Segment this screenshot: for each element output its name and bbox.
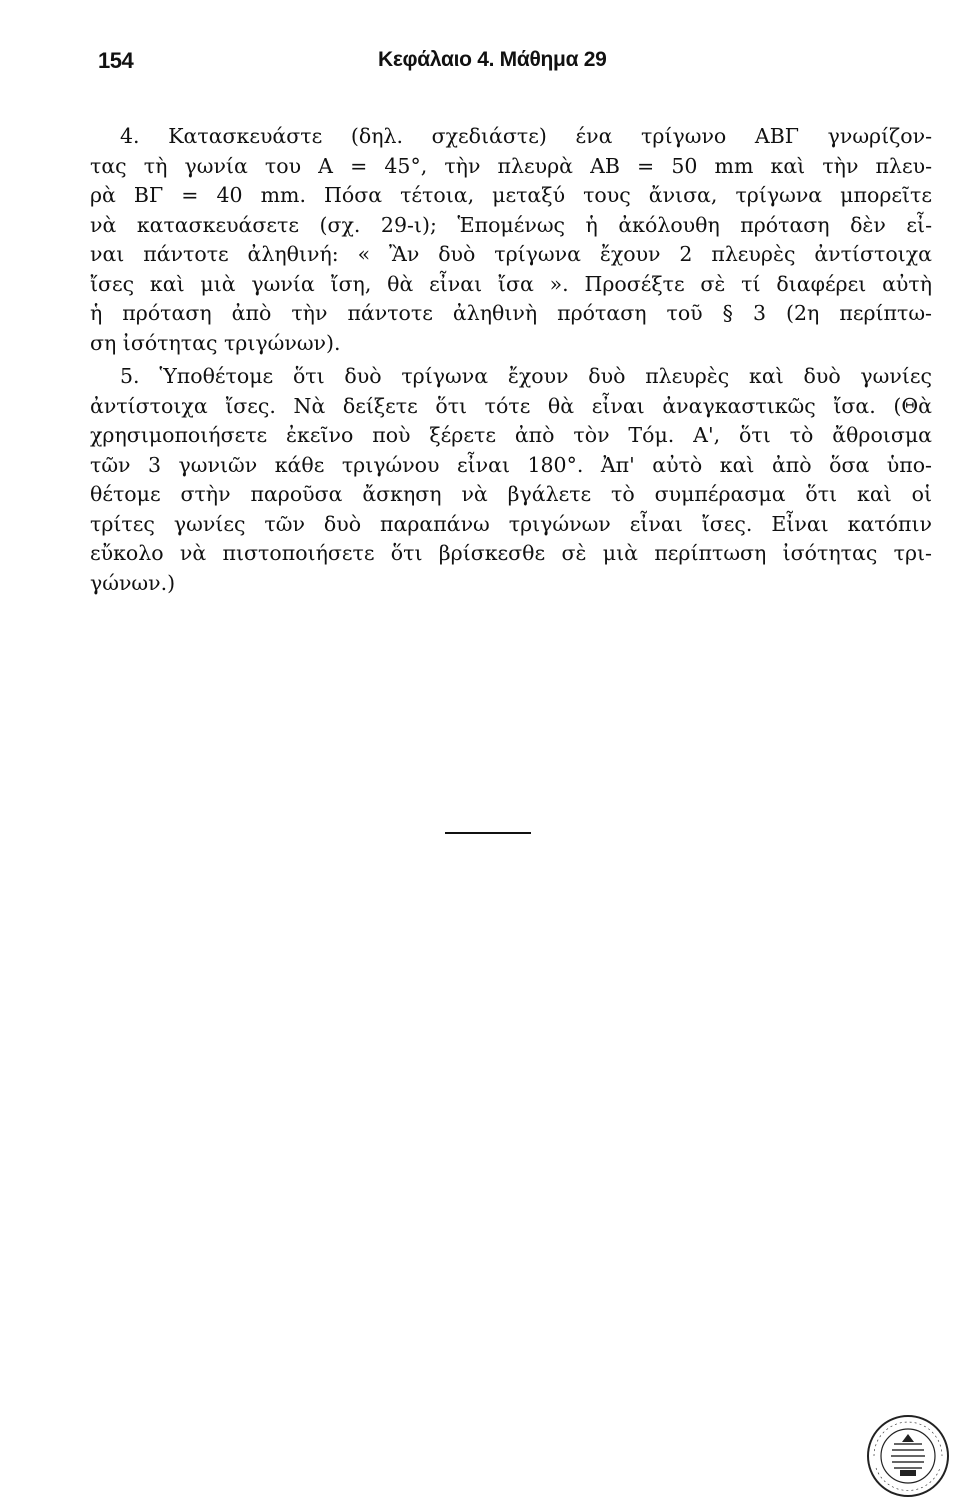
exercise-5 bbox=[90, 362, 932, 598]
text-line: ἀντίστοιχα ἴσες. Νὰ δείξετε ὅτι τότε θὰ εἶναι ἀναγκαστικῶς ἴσα. (Θὰ bbox=[90, 393, 932, 418]
text-line: θέτομε στὴν παροῦσα ἄσκηση νὰ βγάλετε τὸ συμπέρασμα ὅτι καὶ οἱ bbox=[90, 482, 932, 506]
text-line: τῶν 3 γωνιῶν κάθε τριγώνου εἶναι 180°. Ἀπ' αὐτὸ καὶ ἀπὸ ὅσα ὑπο- bbox=[90, 452, 932, 477]
text-line: ἴσες καὶ μιὰ γωνία ἴση, θὰ εἶναι ἴσα ». Προσέξτε σὲ τί διαφέρει αὐτὴ bbox=[90, 271, 932, 296]
text-line: νὰ κατασκευάσετε (σχ. 29-ι); Ἑπομένως ἡ ἀκόλουθη πρόταση δὲν εἶ- bbox=[90, 212, 932, 237]
body-text bbox=[90, 122, 932, 598]
exercise-4 bbox=[90, 122, 932, 358]
text-line: εὔκολο νὰ πιστοποιήσετε ὅτι βρίσκεσθε σὲ μιὰ περίπτωση ἰσότητας τρι- bbox=[90, 541, 932, 565]
text-line: ση ἰσότητας τριγώνων). bbox=[90, 330, 341, 355]
text-line: 4. Κατασκευάστε (δηλ. σχεδιάστε) ένα τρίγωνο ΑΒΓ γνωρίζον- bbox=[120, 124, 932, 148]
text-line: ναι πάντοτε ἀληθινή: « Ἂν δυὸ τρίγωνα ἔχουν 2 πλευρὲς ἀντίστοιχα bbox=[90, 242, 932, 266]
page-number: 154 bbox=[98, 48, 134, 73]
text-line: τας τὴ γωνία του Α = 45°, τὴν πλευρὰ ΑΒ = 50 mm καὶ τὴν πλευ- bbox=[90, 153, 932, 178]
text-line: χρησιμοποιήσετε ἐκεῖνο ποὺ ξέρετε ἀπὸ τὸν Τόμ. Α', ὅτι τὸ ἄθροισμα bbox=[90, 423, 932, 447]
text-line: τρίτες γωνίες τῶν δυὸ παραπάνω τριγώνων εἶναι ἴσες. Εἶναι κατόπιν bbox=[90, 511, 932, 536]
text-line: 5. Ὑποθέτομε ὅτι δυὸ τρίγωνα ἔχουν δυὸ πλευρὲς καὶ δυὸ γωνίες bbox=[120, 364, 932, 388]
text-line: ρὰ ΒΓ = 40 mm. Πόσα τέτοια, μεταξύ τους ἄνισα, τρίγωνα μπορεῖτε bbox=[90, 183, 932, 207]
text-line: ἡ πρόταση ἀπὸ τὴν πάντοτε ἀληθινὴ πρόταση τοῦ § 3 (2η περίπτω- bbox=[90, 301, 932, 325]
section-divider bbox=[445, 832, 531, 834]
foundation-seal-icon bbox=[864, 1412, 952, 1500]
text-line: γώνων.) bbox=[90, 570, 176, 595]
running-head: Κεφάλαιο 4. Μάθημα 29 bbox=[378, 48, 607, 71]
